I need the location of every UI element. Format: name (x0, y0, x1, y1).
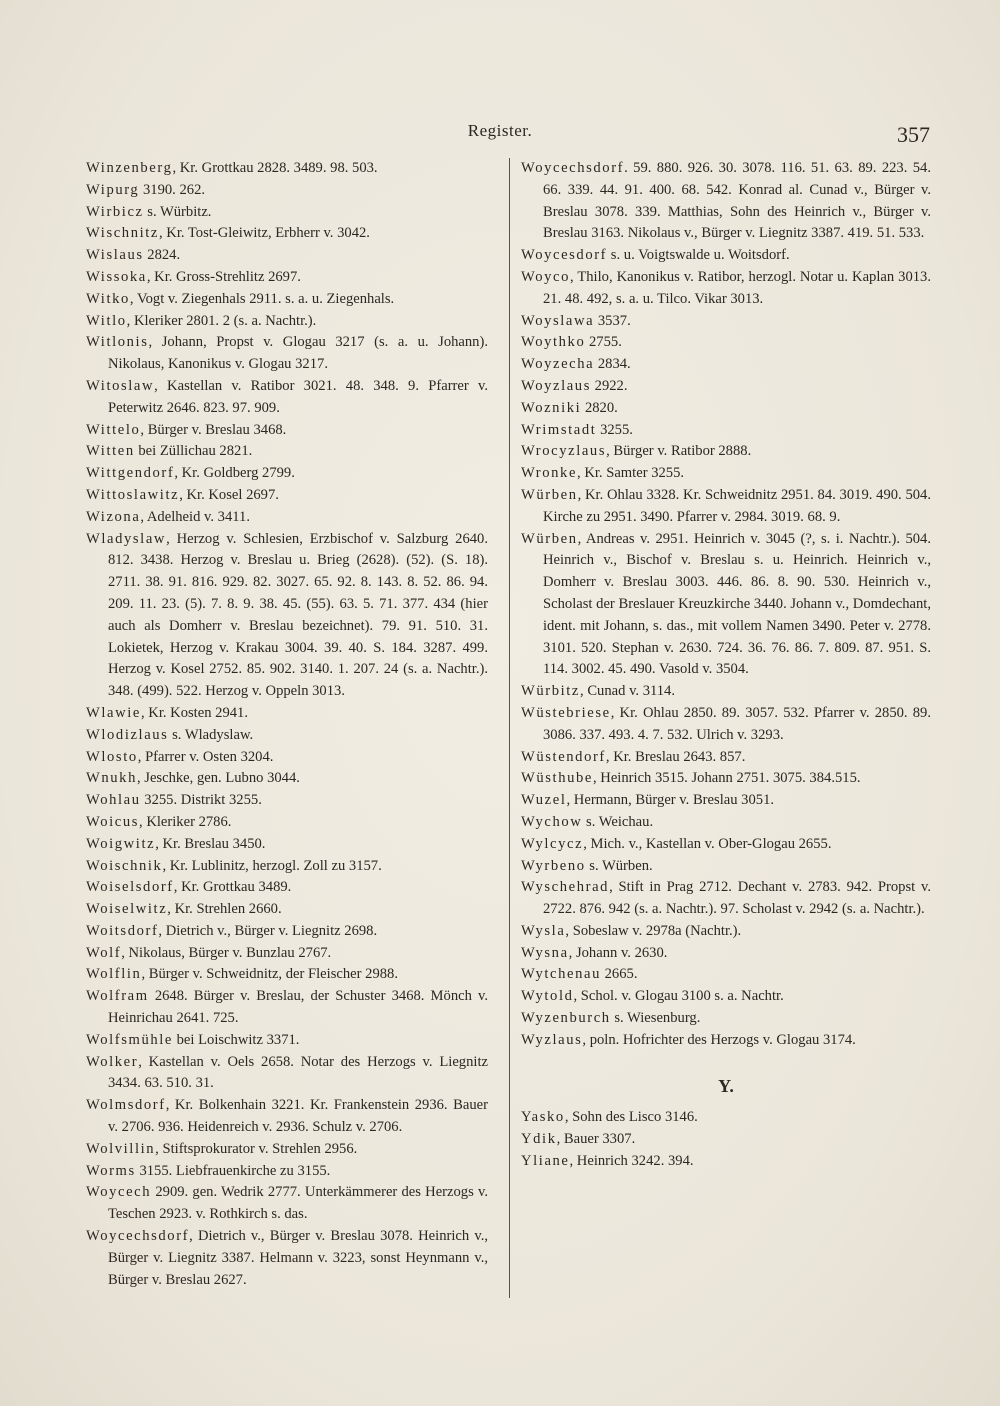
entry-headword: Wytold (521, 988, 574, 1005)
entry-headword: Woyzlaus (521, 377, 591, 394)
entry-text: , Nikolaus, Bürger v. Bunzlau 2767. (121, 944, 332, 961)
index-entry (521, 441, 931, 463)
entry-text: , Pfarrer v. Osten 3204. (137, 748, 274, 765)
index-entry (86, 463, 488, 485)
entry-headword: Wyschehrad (521, 879, 610, 896)
index-entry (86, 964, 488, 986)
index-entry (86, 507, 488, 529)
entry-text: , Kr. Strehlen 2660. (167, 901, 282, 918)
entry-text: , Bürger v. Ratibor 2888. (606, 443, 752, 460)
entry-text: , Kr. Kosel 2697. (179, 486, 279, 503)
entry-headword: Woigwitz (86, 835, 156, 852)
entry-text: , Herzog v. Schlesien, Erzbischof v. Salzburg 2640. 812. 3438. Herzog v. Breslau u. Brieg (2628). (52). (S. 18). 2711. 38. 91. 816. 929. 82. 3027. 65. 92. 8. 143. 8. 52. 86. 94. 209. 11. 23. (5). 7. 8. 9. 38. 45. (55). 63. 5. 71. 377. 434 (hier auch als Domherr v. Breslau bezeichnet). 79. 91. 510. 31. Lokietek, Herzog v. Krakau 3004. 39. 40. S. 184. 3287. 499. Herzog v. Kosel 2752. 85. 902. 3140. 1. 207. 24 (s. a. Nachtr.). 348. (499). 522. Herzog v. Oppeln 3013. (108, 530, 488, 700)
entry-headword: Woischnik (86, 857, 163, 874)
entry-headword: Wysna (521, 944, 569, 961)
entry-headword: Woyslawa (521, 312, 595, 329)
entry-headword: Wipurg (86, 181, 140, 198)
index-entry (86, 485, 488, 507)
entry-headword: Witko (86, 290, 130, 307)
index-entry (86, 790, 488, 812)
entry-text: s. u. Voigtswalde u. Woitsdorf. (607, 247, 790, 264)
entry-headword: Wrocyzlaus (521, 443, 607, 460)
entry-headword: Woyzecha (521, 356, 595, 373)
entry-text: , Bürger v. Breslau 3468. (140, 421, 287, 438)
index-entry (86, 1095, 488, 1139)
entry-text: , Kleriker 2801. 2 (s. a. Nachtr.). (126, 312, 317, 329)
index-entry (521, 790, 931, 812)
entry-text: , Vogt v. Ziegenhals 2911. s. a. u. Ziegenhals. (129, 290, 395, 307)
entry-headword: Wytchenau (521, 966, 601, 983)
index-entry (521, 332, 931, 354)
entry-text: , Thilo, Kanonikus v. Ratibor, herzogl. Notar u. Kaplan 3013. 21. 48. 492, s. a. u. Tilco. Vikar 3013. (543, 268, 931, 307)
entry-headword: Wolfram (86, 988, 149, 1005)
entry-headword: Woicus (86, 813, 140, 830)
entry-text: , Adelheid v. 3411. (140, 508, 250, 525)
entry-text: s. Wiesenburg. (610, 1010, 701, 1027)
entry-text: , Kr. Goldberg 2799. (174, 465, 295, 482)
entry-headword: Wysla (521, 922, 566, 939)
entry-text: 2909. gen. Wedrik 2777. Unterkämmerer des Herzogs v. Teschen 2923. v. Rothkirch s. das. (108, 1184, 488, 1223)
entry-text: s. Weichau. (582, 813, 654, 830)
index-entry (86, 1226, 488, 1291)
running-header-title: Register. (467, 121, 533, 140)
index-entry (521, 1151, 931, 1173)
entry-text: , Hermann, Bürger v. Breslau 3051. (566, 792, 775, 809)
index-entry (86, 703, 488, 725)
entry-headword: Winzenberg (86, 160, 173, 176)
entry-text: 2648. Bürger v. Breslau, der Schuster 3468. Mönch v. Heinrichau 2641. 725. (108, 988, 488, 1027)
index-entry (86, 202, 488, 224)
entry-headword: Wüstebriese (521, 704, 611, 721)
index-entry (521, 376, 931, 398)
entry-text: 2922. (591, 377, 628, 394)
entry-text: , Kr. Grottkau 3489. (173, 879, 292, 896)
entry-text: 3255. Distrikt 3255. (140, 792, 262, 809)
entry-text: , Jeschke, gen. Lubno 3044. (136, 770, 300, 787)
index-entry (521, 856, 931, 878)
entry-headword: Woycechsdorf (521, 160, 625, 176)
entry-headword: Woythko (521, 334, 586, 351)
index-entry (86, 1182, 488, 1226)
index-entry (86, 1161, 488, 1183)
entry-headword: Wohlau (86, 792, 141, 809)
index-entry (86, 529, 488, 703)
entry-text: , Kastellan v. Ratibor 3021. 48. 348. 9. Pfarrer v. Peterwitz 2646. 823. 97. 909. (108, 377, 488, 416)
index-entry (86, 332, 488, 376)
entry-headword: Witten (86, 443, 135, 460)
entry-headword: Woycechsdorf (86, 1228, 190, 1245)
entry-headword: Woiselsdorf (86, 879, 174, 896)
entry-text: , Kr. Ohlau 3328. Kr. Schweidnitz 2951. 84. 3019. 490. 504. Kirche zu 2951. 3490. Pfarrer v. 2984. 3019. 68. 9. (543, 486, 931, 525)
entry-headword: Wüstendorf (521, 748, 606, 765)
entry-headword: Wuzel (521, 792, 567, 809)
entry-text: , Andreas v. 2951. Heinrich v. 3045 (?, s. i. Nachtr.). 504. Heinrich v., Bischof v. Breslau s. u. Heinrich. Heinrich v., Domherr v. Breslau 3003. 446. 86. 8. 90. 530. Heinrich v., Scholast der Breslauer Kreuzkirche 3440. Johann v., Domdechant, ident. mit Johann, s. das., mit vollem Namen 3490. Peter v. 2778. 3101. 520. Stephan v. 2630. 724. 36. 76. 86. 7. 809. 87. 951. S. 114. 3002. 45. 490. Vasold v. 3504. (543, 530, 931, 678)
entry-text: , Heinrich 3242. 394. (569, 1153, 694, 1170)
index-entry (521, 943, 931, 965)
entry-text: , Kr. Samter 3255. (577, 465, 685, 482)
entry-headword: Wüsthube (521, 770, 593, 787)
index-entry (86, 1139, 488, 1161)
entry-headword: Wozniki (521, 399, 582, 416)
index-entry (521, 245, 931, 267)
index-entry (86, 289, 488, 311)
entry-headword: Wittelo (86, 421, 141, 438)
entry-text: , Kr. Breslau 2643. 857. (605, 748, 746, 765)
index-entry (86, 899, 488, 921)
entry-text: , Kastellan v. Oels 2658. Notar des Herzogs v. Liegnitz 3434. 63. 510. 31. (108, 1053, 488, 1092)
entry-headword: Wyrbeno (521, 857, 586, 874)
entry-text: , Kr. Breslau 3450. (155, 835, 266, 852)
entry-headword: Würben (521, 486, 578, 503)
entry-headword: Witlo (86, 312, 127, 329)
index-entry (86, 834, 488, 856)
entry-text: , poln. Hofrichter des Herzogs v. Glogau 3174. (582, 1031, 856, 1048)
index-entry (521, 877, 931, 921)
entry-headword: Wyzenburch (521, 1010, 611, 1027)
index-entry (521, 681, 931, 703)
entry-headword: Wylcycz (521, 835, 584, 852)
index-entry (86, 921, 488, 943)
entry-headword: Wittoslawitz (86, 486, 180, 503)
entry-headword: Wolfsmühle (86, 1031, 173, 1048)
entry-headword: Worms (86, 1162, 136, 1179)
index-entry (521, 463, 931, 485)
entry-text: s. Wladyslaw. (168, 726, 254, 743)
entry-text: , Sobeslaw v. 2978a (Nachtr.). (565, 922, 742, 939)
entry-headword: Wolmsdorf (86, 1097, 166, 1114)
index-entry (86, 812, 488, 834)
entry-text: , Kr. Ohlau 2850. 89. 3057. 532. Pfarrer v. 2850. 89. 3086. 337. 493. 4. 7. 532. Ulrich v. 3293. (543, 704, 931, 743)
index-entry (521, 834, 931, 856)
entry-text: 2665. (600, 966, 638, 983)
entry-headword: Wirbicz (86, 203, 144, 220)
index-entry (521, 1008, 931, 1030)
entry-text: bei Züllichau 2821. (134, 443, 253, 460)
entry-headword: Wlodizlaus (86, 726, 169, 743)
entry-text: , Kleriker 2786. (139, 813, 232, 830)
entry-headword: Wolvillin (86, 1140, 156, 1157)
entry-headword: Wischnitz (86, 225, 159, 242)
entry-text: 2834. (594, 356, 631, 373)
entry-text: , Kr. Tost-Gleiwitz, Erbherr v. 3042. (158, 225, 370, 242)
entry-text: , Kr. Bolkenhain 3221. Kr. Frankenstein 2936. Bauer v. 2706. 936. Heidenreich v. 2936. Schulz v. 2706. (108, 1097, 488, 1136)
entry-text: 2824. (143, 247, 181, 264)
index-entry (521, 1129, 931, 1151)
index-entry (86, 311, 488, 333)
entry-text: , Bürger v. Schweidnitz, der Fleischer 2988. (141, 966, 398, 983)
entry-headword: Würben (521, 530, 578, 547)
entry-headword: Würbitz (521, 683, 581, 700)
entry-headword: Wislaus (86, 247, 144, 264)
index-entry (86, 877, 488, 899)
index-entry (521, 420, 931, 442)
index-entry (86, 943, 488, 965)
entry-text: , Stiftsprokurator v. Strehlen 2956. (155, 1140, 358, 1157)
section-heading-y: Y. (718, 1075, 734, 1096)
entry-headword: Wladyslaw (86, 530, 167, 547)
entry-text: , Dietrich v., Bürger v. Liegnitz 2698. (158, 922, 378, 939)
entry-text: 3537. (594, 312, 631, 329)
index-entry (521, 812, 931, 834)
index-entry (86, 223, 488, 245)
entry-headword: Woitsdorf (86, 922, 159, 939)
entry-headword: Wolflin (86, 966, 142, 983)
index-entry (521, 311, 931, 333)
entry-text: , Johann, Propst v. Glogau 3217 (s. a. u. Johann). Nikolaus, Kanonikus v. Glogau 3217. (108, 334, 488, 373)
right-column-entries (521, 158, 931, 1052)
index-entry (521, 158, 931, 245)
index-entry (86, 376, 488, 420)
entry-text: , Heinrich 3515. Johann 2751. 3075. 384.515. (592, 770, 861, 787)
entry-text: , Dietrich v., Bürger v. Breslau 3078. Heinrich v., Bürger v. Liegnitz 3387. Helmann v. 3223, sonst Heynmann v., Bürger v. Breslau 2627. (108, 1228, 488, 1288)
entry-text: , Sohn des Lisco 3146. (564, 1109, 698, 1126)
entry-headword: Wissoka (86, 268, 147, 285)
entry-text: 3190. 262. (139, 181, 206, 198)
entry-headword: Wlawie (86, 704, 141, 721)
entry-text: 3255. (596, 421, 633, 438)
entry-text: s. Würbitz. (143, 203, 212, 220)
entry-text: . 59. 880. 926. 30. 3078. 116. 51. 63. 89. 223. 54. 66. 339. 44. 91. 400. 68. 542. Konrad al. Cunad v., Bürger v. Breslau 3078. 339. Matthias, Sohn des Heinrich v., Bürger v. Breslau 3163. Nikolaus v., Bürger v. Liegnitz 3387. 419. 51. 533. (543, 160, 931, 242)
index-entry (521, 267, 931, 311)
entry-text: 3155. Liebfrauenkirche zu 3155. (135, 1162, 331, 1179)
index-entry (521, 986, 931, 1008)
entry-headword: Yliane (521, 1153, 570, 1170)
entry-text: , Kr. Kosten 2941. (140, 704, 249, 721)
index-entry (521, 703, 931, 747)
entry-headword: Yasko (521, 1109, 565, 1126)
column-divider (509, 158, 510, 1298)
index-entry (86, 1030, 488, 1052)
index-entry (86, 1052, 488, 1096)
index-entry (86, 725, 488, 747)
entry-headword: Wolker (86, 1053, 139, 1070)
entry-headword: Wizona (86, 508, 141, 525)
index-entry (86, 768, 488, 790)
right-column (521, 158, 931, 1173)
entry-headword: Wyzlaus (521, 1031, 583, 1048)
index-entry (521, 398, 931, 420)
entry-headword: Wittgendorf (86, 465, 175, 482)
index-entry (521, 964, 931, 986)
entry-text: , Mich. v., Kastellan v. Ober-Glogau 2655. (583, 835, 832, 852)
entry-text: , Cunad v. 3114. (580, 683, 676, 700)
index-entry (86, 245, 488, 267)
entry-headword: Woiselwitz (86, 901, 168, 918)
entry-text: 2820. (581, 399, 618, 416)
index-entry (86, 986, 488, 1030)
index-entry (521, 921, 931, 943)
entry-text: , Kr. Gross-Strehlitz 2697. (146, 268, 301, 285)
entry-headword: Wychow (521, 813, 583, 830)
entry-text: , Kr. Grottkau 2828. 3489. 98. 503. (172, 160, 378, 176)
entry-text: , Stift in Prag 2712. Dechant v. 2783. 942. Propst v. 2722. 876. 942 (s. a. Nachtr.). 97. Scholast v. 2942 (s. a. Nachtr.). (543, 879, 931, 918)
index-entry (521, 529, 931, 682)
entry-headword: Wrimstadt (521, 421, 597, 438)
entry-text: , Bauer 3307. (556, 1131, 636, 1148)
entry-text: bei Loischwitz 3371. (172, 1031, 300, 1048)
entry-headword: Wolf (86, 944, 122, 961)
index-entry (521, 1030, 931, 1052)
index-entry (86, 267, 488, 289)
entry-headword: Woycech (86, 1184, 152, 1201)
index-entry (521, 747, 931, 769)
entry-text: s. Würben. (585, 857, 653, 874)
entry-headword: Wlosto (86, 748, 138, 765)
entry-headword: Witlonis (86, 334, 149, 351)
index-entry (521, 768, 931, 790)
index-entry (86, 158, 488, 180)
index-entry (521, 485, 931, 529)
entry-text: 2755. (585, 334, 622, 351)
entry-headword: Witoslaw (86, 377, 155, 394)
index-entry (86, 180, 488, 202)
entry-headword: Woyco (521, 268, 570, 285)
entry-text: , Johann v. 2630. (568, 944, 668, 961)
page-number: 357 (897, 122, 930, 147)
section-y-entries (521, 1107, 931, 1172)
entry-headword: Woycesdorf (521, 247, 608, 264)
index-entry (86, 747, 488, 769)
left-column (86, 158, 488, 1291)
entry-text: , Kr. Lublinitz, herzogl. Zoll zu 3157. (162, 857, 382, 874)
entry-text: , Schol. v. Glogau 3100 s. a. Nachtr. (573, 988, 784, 1005)
entry-headword: Wnukh (86, 770, 137, 787)
entry-headword: Ydik (521, 1131, 557, 1148)
index-entry (86, 420, 488, 442)
index-entry (521, 1107, 931, 1129)
index-entry (86, 856, 488, 878)
index-entry (521, 354, 931, 376)
index-entry (86, 441, 488, 463)
entry-headword: Wronke (521, 465, 578, 482)
